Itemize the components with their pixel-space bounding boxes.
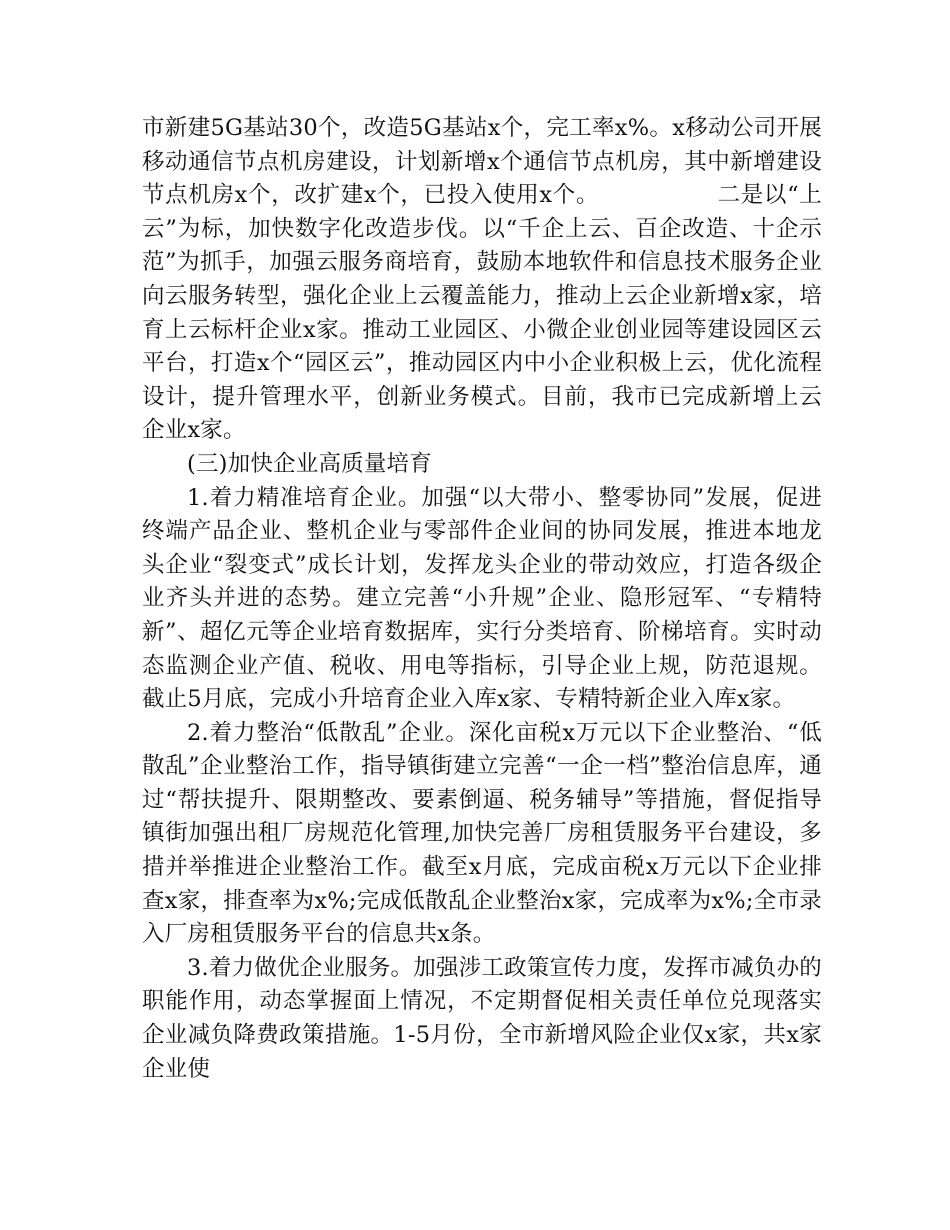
section-heading: (三)加快企业高质量培育 bbox=[187, 450, 432, 477]
paragraph-item-2: 2.着力整治“低散乱”企业。深化亩税x万元以下企业整治、“低散乱”企业整治工作，指导镇街建立完善“一企一档”整治信息库，通过“帮扶提升、限期整改、要素倒逼、税务辅导”等措施，督促指导镇街加强出租厂房规范化管理,加快完善厂房租赁服务平台建设，多措并举推进企业整治工作。截至x月底，完成亩税x万元以下企业排查x家，排查率为x%;完成低散乱企业整治x家，完成率为x%;全市录入厂房租赁服务平台的信息共x条。 bbox=[142, 719, 822, 948]
document-body bbox=[142, 112, 822, 1086]
paragraph-item-1: 1.着力精准培育企业。加强“以大带小、整零协同”发展，促进终端产品企业、整机企业与零部件企业间的协同发展，推进本地龙头企业“裂变式”成长计划，发挥龙头企业的带动效应，打造各级企业齐头并进的态势。建立完善“小升规”企业、隐形冠军、“专精特新”、超亿元等企业培育数据库，实行分类培育、阶梯培育。实时动态监测企业产值、税收、用电等指标，引导企业上规，防范退规。截止5月底，完成小升培育企业入库x家、专精特新企业入库x家。 bbox=[142, 484, 822, 713]
paragraph-continuation bbox=[142, 112, 822, 448]
paragraph-item-3: 3.着力做优企业服务。加强涉工政策宣传力度，发挥市减负办的职能作用，动态掌握面上情况，不定期督促相关责任单位兑现落实企业减负降费政策措施。1-5月份，全市新增风险企业仅x家，共x家企业使 bbox=[142, 954, 822, 1082]
paragraph-text: 市新建5G基站30个，改造5G基站x个，完工率x%。x移动公司开展移动通信节点机房建设，计划新增x个通信节点机房，其中新增建设节点机房x个，改扩建x个，已投入使用x个。 bbox=[142, 115, 822, 209]
paragraph-text: 二是以“上云”为标，加快数字化改造步伐。以“千企上云、百企改造、十企示范”为抓手，加强云服务商培育，鼓励本地软件和信息技术服务企业向云服务转型，强化企业上云覆盖能力，推动上云企业新增x家，培育上云标杆企业x家。推动工业园区、小微企业创业园等建设园区云平台，打造x个“园区云”，推动园区内中小企业积极上云，优化流程设计，提升管理水平，创新业务模式。目前，我市已完成新增上云企业x家。 bbox=[142, 182, 822, 444]
